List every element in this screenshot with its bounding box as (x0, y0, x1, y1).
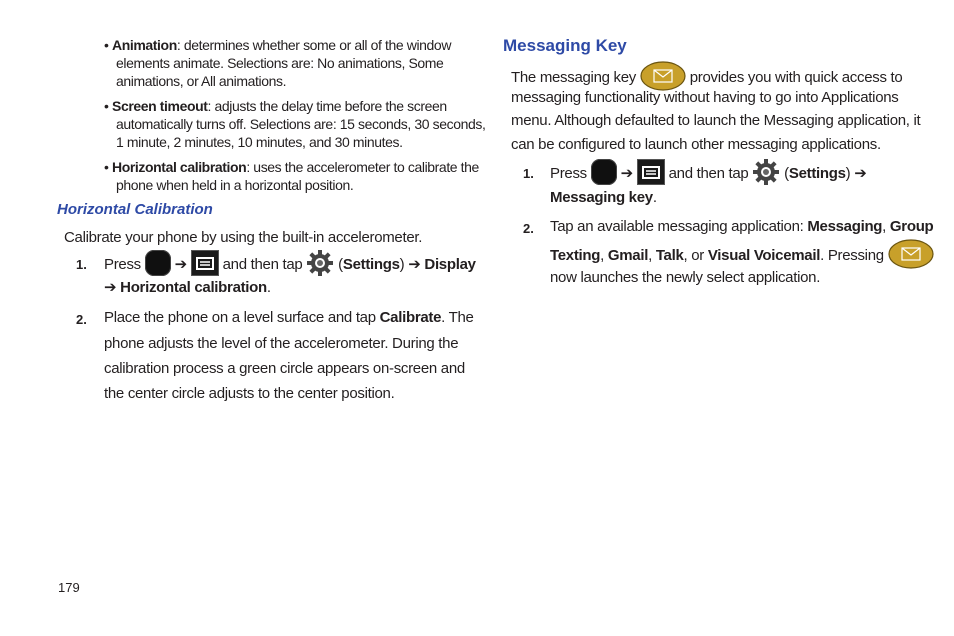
app-group-texting: Texting (550, 246, 601, 264)
horizontal-calibration-label: Horizontal calibration (120, 279, 267, 296)
bullet-line: phone when held in a horizontal position. (116, 177, 354, 193)
arrow-glyph: ➔ (408, 255, 421, 273)
bullet-line: • Horizontal calibration: uses the accelerometer to calibrate the (104, 159, 479, 175)
section-heading-messaging-key: Messaging Key (503, 36, 627, 55)
step-1-line: Press ➔ and then tap (Settings) ➔ Display (104, 251, 476, 279)
step-2-line (104, 306, 474, 330)
messaging-intro-line: menu. Although defaulted to launch the Messaging application, it (511, 112, 921, 129)
arrow-glyph: ➔ (104, 279, 117, 296)
bullet-line: • Animation: determines whether some or all of the window (104, 37, 452, 53)
menu-key-icon (191, 250, 219, 276)
step-2-line: Texting, Gmail, Talk, or Visual Voicemail. Pressing (550, 241, 934, 271)
page-number: 179 (58, 580, 80, 595)
step-number: 2. (76, 312, 87, 327)
bullet-term: Screen timeout (112, 98, 208, 114)
step-2-line: calibration process a green circle appears on-screen and (104, 360, 465, 377)
messaging-intro-line: can be configured to launch other messaging applications. (511, 136, 881, 153)
bullet-term: Horizontal calibration (112, 159, 247, 175)
step-text: Place the phone on a level surface and tap (104, 309, 380, 326)
step-text: and then tap (222, 255, 303, 273)
arrow-glyph: ➔ (174, 255, 187, 273)
step-number: 1. (76, 257, 87, 272)
step-text: . The (441, 309, 474, 326)
settings-label: Settings (342, 255, 400, 273)
app-talk: Talk (655, 246, 684, 264)
bullet-line: • Screen timeout: adjusts the delay time before the screen (104, 98, 447, 114)
app-gmail: Gmail (607, 246, 649, 264)
step-1-line: Press ➔ and then tap (Settings) ➔ (550, 160, 867, 188)
bullet-line: elements animate. Selections are: No animations, Some (116, 55, 444, 71)
intro-text: The messaging key (511, 68, 636, 86)
step-number: 2. (523, 221, 534, 236)
bullet-line: animations, or All animations. (116, 73, 287, 89)
step-text: Press (104, 255, 141, 273)
step-2-line: phone adjusts the level of the accelerometer. During the (104, 335, 459, 352)
bullet-text: : determines whether some or all of the window (176, 37, 452, 53)
bullet-text: : uses the accelerometer to calibrate the (246, 159, 479, 175)
messaging-envelope-icon (888, 239, 934, 269)
step-1-line-2: Messaging key. (550, 189, 657, 206)
calibrate-label: Calibrate (379, 309, 442, 326)
bullet-line: 1 minute, 2 minutes, 10 minutes, and 30 minutes. (116, 134, 403, 150)
settings-gear-icon (752, 158, 780, 186)
intro-text: Calibrate your phone by using the built-in accelerometer. (64, 229, 423, 246)
step-text: , or (683, 246, 708, 264)
intro-text: provides you with quick access to (689, 68, 903, 86)
section-heading-horizontal-calibration: Horizontal Calibration (57, 201, 213, 218)
messaging-key-label: Messaging key (550, 189, 653, 206)
settings-label: Settings (788, 164, 846, 182)
step-number: 1. (523, 166, 534, 181)
step-2-line: Tap an available messaging application: Messaging, Group (550, 218, 934, 235)
step-1-line-2: ➔ Horizontal calibration. (104, 279, 271, 296)
step-text: Press (550, 164, 587, 182)
step-text: Tap an available messaging application: (550, 218, 808, 235)
step-text: . Pressing (820, 246, 884, 264)
step-2-line: the center circle adjusts to the center position. (104, 385, 395, 402)
bullet-term: Animation (112, 37, 177, 53)
home-key-icon (145, 250, 171, 276)
step-2-line: now launches the newly select application. (550, 269, 821, 286)
home-key-icon (591, 159, 617, 185)
bullet-line: automatically turns off. Selections are: 15 seconds, 30 seconds, (116, 116, 486, 132)
settings-gear-icon (306, 249, 334, 277)
display-label: Display (424, 255, 476, 273)
step-text: and then tap (668, 164, 749, 182)
arrow-glyph: ➔ (620, 164, 633, 182)
app-visual-voicemail: Visual Voicemail (707, 246, 821, 264)
app-group-texting: Group (889, 218, 934, 235)
app-messaging: Messaging (807, 218, 883, 235)
bullet-text: : adjusts the delay time before the screen (207, 98, 447, 114)
arrow-glyph: ➔ (854, 164, 867, 182)
menu-key-icon (637, 159, 665, 185)
messaging-intro-line: messaging functionality without having to go into Applications (511, 89, 899, 106)
